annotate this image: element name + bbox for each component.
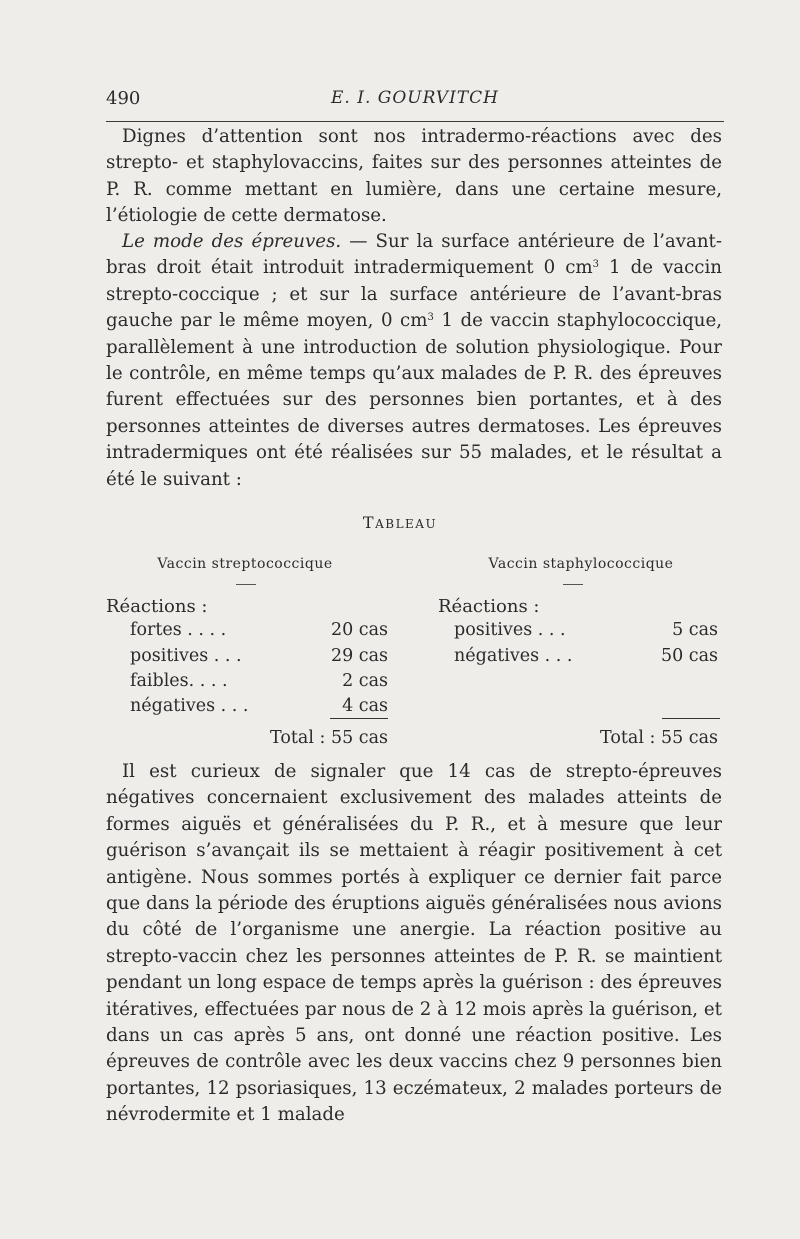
method-lead: Le mode des épreuves. <box>122 231 342 252</box>
table-row <box>454 620 718 646</box>
row-label: négatives . . . <box>130 696 249 716</box>
method-sup-2: 3 <box>427 312 434 324</box>
strepto-total: Total : 55 cas <box>270 728 388 748</box>
strepto-column-heading: Vaccin streptococcique <box>157 556 333 572</box>
row-label: positives . . . <box>130 646 242 666</box>
method-sup-1: 3 <box>592 259 599 271</box>
row-label: positives . . . <box>454 620 566 640</box>
strepto-heading-dash <box>236 584 256 585</box>
table-row <box>130 671 388 697</box>
staphylo-total-rule <box>662 718 720 719</box>
row-label: faibles. . . . <box>130 671 228 691</box>
staphylo-column-heading: Vaccin staphylococcique <box>488 556 674 572</box>
row-value: 29 cas <box>330 646 388 666</box>
running-title: E. I. GOURVITCH <box>331 88 499 108</box>
row-value: 50 cas <box>660 646 718 666</box>
table-title <box>0 513 800 532</box>
table-row <box>454 646 718 672</box>
table-row <box>130 620 388 646</box>
page-number: 490 <box>106 88 141 109</box>
method-text-2: 1 de vaccin strepto-coccique ; et sur la surface antérieure de l’avant-bras gauche par le même moyen, 0 cm <box>106 257 722 332</box>
strepto-total-rule <box>330 718 388 719</box>
table-title-initial: T <box>362 513 376 532</box>
method-text-1: — Sur la surface antérieure de l’avant-bras droit était introduit intradermiquement 0 cm <box>106 231 722 279</box>
paragraph-method <box>106 229 722 493</box>
row-label: fortes . . . . <box>130 620 227 640</box>
table-title-rest: ABLEAU <box>375 517 438 531</box>
method-text-3: 1 de vaccin staphylococcique, parallèlement à une introduction de solution physiologique. Pour le contrôle, en même temps qu’aux malades de P. R. des épreuves furent effectuées sur des personnes bien portantes, et à des personnes atteintes de diverses autres dermatoses. Les épreuves intradermiques ont été réalisées sur 55 malades, et le résultat a été le suivant : <box>106 310 723 490</box>
row-value: 20 cas <box>330 620 388 640</box>
strepto-reactions-label: Réactions : <box>106 596 208 617</box>
row-value: 4 cas <box>342 696 388 716</box>
table-row <box>130 646 388 672</box>
paragraph-intro: Dignes d’attention sont nos intradermo-réactions avec des strepto- et staphylovaccins, faites sur des personnes atteintes de P. R. comme mettant en lumière, dans une certaine mesure, l’étiologie de cette dermatose. <box>106 126 722 227</box>
page-header <box>106 88 724 118</box>
staphylo-heading-dash <box>563 584 583 585</box>
header-rule <box>106 121 724 122</box>
row-label: négatives . . . <box>454 646 573 666</box>
paragraph-discussion: Il est curieux de signaler que 14 cas de strepto-épreuves négatives concernaient exclusivement des malades atteints de formes aiguës et généralisées du P. R., et à mesure que leur guérison s’avançait ils se mettaient à réagir positivement à cet antigène. Nous sommes portés à expliquer ce dernier fait parce que dans la période des éruptions aiguës généralisées nous avions du côté de l’organisme une anergie. La réaction positive au strepto-vaccin chez les personnes atteintes de P. R. se maintient pendant un long espace de temps après la guérison : des épreuves itératives, effectuées par nous de 2 à 12 mois après la guérison, et dans un cas après 5 ans, ont donné une réaction positive. Les épreuves de contrôle avec les deux vaccins chez 9 personnes bien portantes, 12 psoriasiques, 13 eczémateux, 2 malades porteurs de névrodermite et 1 malade <box>106 761 722 1126</box>
row-value: 2 cas <box>342 671 388 691</box>
staphylo-total: Total : 55 cas <box>600 728 718 748</box>
staphylo-reactions-label: Réactions : <box>438 596 540 617</box>
row-value: 5 cas <box>672 620 718 640</box>
